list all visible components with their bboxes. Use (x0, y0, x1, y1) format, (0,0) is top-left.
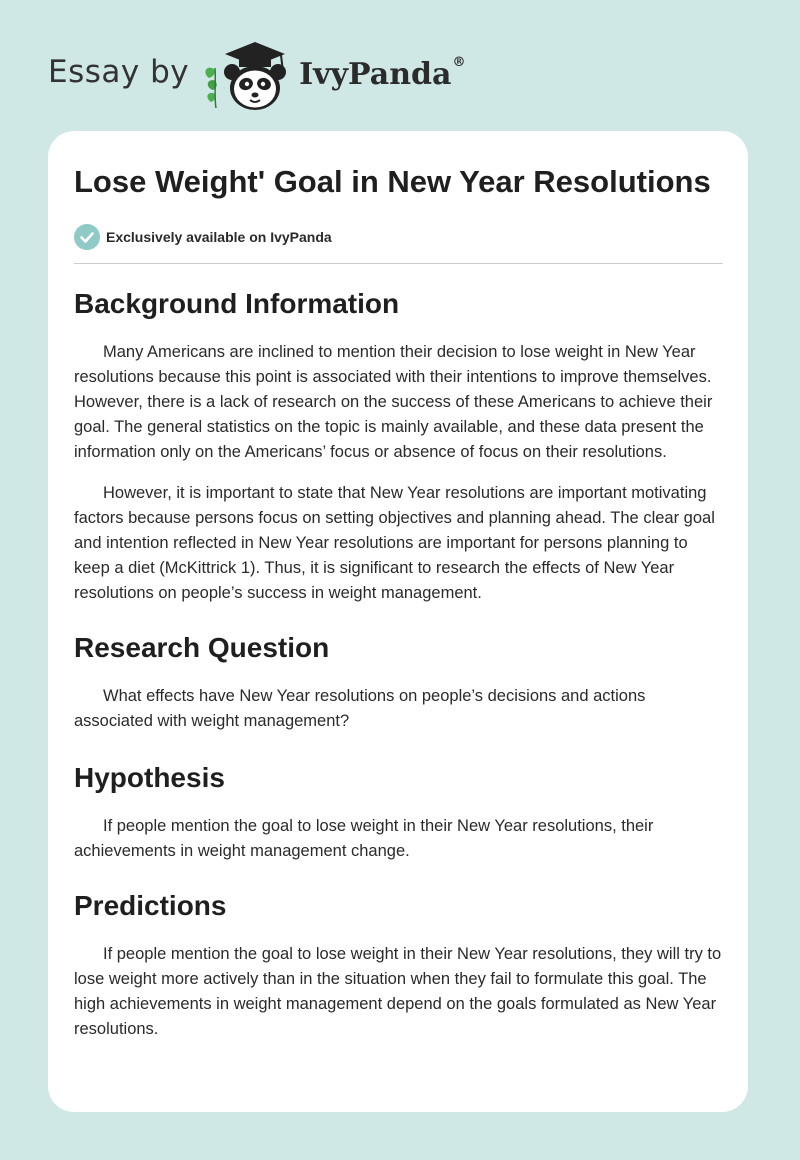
divider (74, 263, 723, 264)
paragraph: If people mention the goal to lose weight in their New Year resolutions, their achievements in weight management change. (74, 817, 654, 860)
paragraph: Many Americans are inclined to mention their decision to lose weight in New Year resolutions because this point is associated with their intentions to improve themselves. However, there is a lack of research on the success of these Americans to achieve their goal. The general statistics on the topic is mainly available, and these data present the information only on the Americans’ focus or absence of focus on their resolutions. (74, 343, 713, 461)
section-heading-predictions: Predictions (74, 890, 227, 921)
section-heading-hypothesis: Hypothesis (74, 762, 225, 793)
site-header (48, 36, 465, 116)
brand-text: IvyPanda (299, 56, 452, 92)
paragraph: What effects have New Year resolutions on people’s decisions and actions associated with weight management? (74, 687, 646, 730)
essay-content (74, 161, 723, 1042)
brand-name[interactable] (299, 54, 466, 92)
page-title: Lose Weight' Goal in New Year Resolutions (74, 164, 711, 199)
exclusive-label: Exclusively available on IvyPanda (106, 228, 332, 245)
essay-card (48, 131, 748, 1112)
essay-by-label: Essay by (48, 54, 190, 90)
exclusive-badge (74, 223, 723, 250)
section-heading-research-question: Research Question (74, 632, 330, 663)
paragraph: However, it is important to state that New Year resolutions are important motivating factors because persons focus on setting objectives and planning ahead. The clear goal and intention reflected in New Year resolutions are important for persons planning to keep a diet (McKittrick 1). Thus, it is significant to research the effects of New Year resolutions on people’s success in weight management. (74, 484, 715, 602)
section-heading-background: Background Information (74, 288, 400, 319)
paragraph: If people mention the goal to lose weight in their New Year resolutions, they will try to lose weight more actively than in the situation when they fail to formulate this goal. The high achievements in weight management depend on the goals formulated as New Year resolutions. (74, 945, 722, 1038)
check-circle-icon (74, 224, 100, 250)
registered-mark: ® (452, 54, 466, 70)
panda-logo-icon[interactable] (203, 38, 293, 114)
